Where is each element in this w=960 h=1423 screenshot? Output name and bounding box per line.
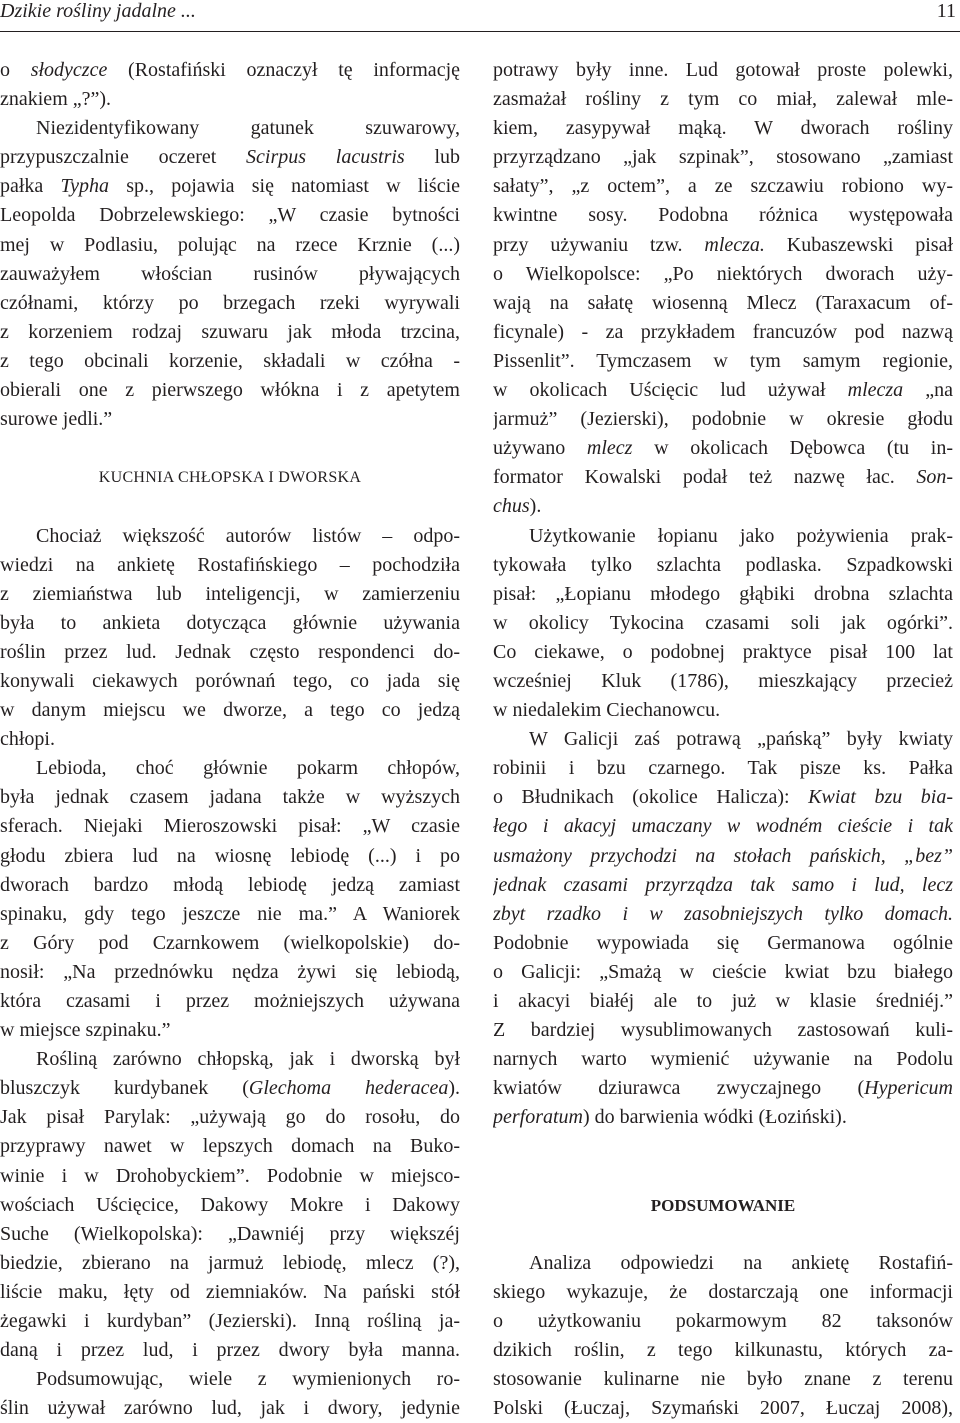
blank-line	[0, 492, 460, 521]
text-line: ślin używał zarówno lud, jak i dwory, jedynie	[0, 1397, 460, 1420]
blank-line	[0, 434, 460, 463]
text-line: kwiatów dziurawca zwyczajnego (Hypericum	[493, 1077, 953, 1100]
text-line: o użytkowaniu pokarmowym 82 taksonów	[493, 1310, 953, 1333]
text-line: daną i przez lud, i przez dwory była manna.	[0, 1339, 460, 1362]
blank-line	[493, 1132, 953, 1161]
text-line: nosił: „Na przednówku nędza żywi się lebiodą,	[0, 960, 460, 983]
text-line: chus).	[493, 495, 542, 518]
text-line: biedzie, zbierano na jarmuż lebiodę, mlecz (?),	[0, 1251, 460, 1274]
text-line: usmażony przychodzi na stołach pańskich, „bez”	[493, 844, 953, 867]
text-line: Analiza odpowiedzi na ankietę Rostafiń-	[529, 1251, 953, 1274]
text-line: skiego wykazuje, że dostarczają one informacji	[493, 1280, 953, 1303]
text-line: Podsumowując, wiele z wymienionych ro-	[36, 1368, 460, 1391]
text-line: Z bardziej wysublimowanych zastosowań kuli-	[493, 1019, 953, 1042]
blank-line	[493, 1220, 953, 1249]
text-line: bluszczyk kurdybanek (Glechoma hederacea).	[0, 1077, 460, 1100]
text-line: z korzeniem rodzaj szuwaru jak młoda trzcina,	[0, 320, 460, 343]
text-line: Podobnie wypowiada się Germanowa ogólnie	[493, 931, 953, 954]
text-line: mej w Podlasiu, polując na rzece Krznie (...)	[0, 233, 460, 256]
text-line: surowe jedli.”	[0, 408, 113, 431]
right-column	[493, 56, 953, 1423]
text-line: Niezidentyfikowany gatunek szuwarowy,	[36, 117, 460, 140]
text-line: wcześniej Kluk (1786), mieszkający przecież	[493, 669, 953, 692]
text-line: wiedzi na ankietę Rostafińskiego – pochodziła	[0, 553, 460, 576]
text-line: liście maku, łęty od ziemniaków. Na pański stół	[0, 1280, 460, 1303]
text-line: wają na sałatę wiosenną Mlecz (Taraxacum of-	[493, 291, 953, 314]
text-line: o Galicji: „Smażą w cieście kwiat bzu białego	[493, 960, 953, 983]
text-line: głodu zbiera lud na wiosnę lebiodę (...) i po	[0, 844, 460, 867]
text-line: W Galicji zaś potrawą „pańską” były kwiaty	[529, 728, 953, 751]
italic-text: chus	[493, 495, 530, 518]
text-line: wościach Uścięcice, Dakowy Mokre i Dakowy	[0, 1193, 460, 1216]
text-line: Rośliną zarówno chłopską, jak i dworską był	[36, 1048, 460, 1071]
text-line: narnych warto wymienić używanie na Podolu	[493, 1048, 953, 1071]
text-line: żegawki i kurdyban” (Jezierski). Inną rośliną ja-	[0, 1310, 460, 1333]
text-line: Suche (Wielkopolska): „Dawniéj przy większéj	[0, 1222, 460, 1245]
italic-text: słodyczce	[30, 59, 108, 81]
text-line: Lebioda, choć głównie pokarm chłopów,	[36, 757, 460, 780]
text-line: w miejsce szpinaku.”	[0, 1019, 171, 1042]
text-line: była jednak czasem jadana także w wyższych	[0, 786, 460, 809]
italic-text: Son-	[916, 466, 953, 489]
left-column	[0, 56, 460, 1423]
text-line: w okolicach Uścięcic lud używał mlecza „na	[493, 379, 953, 402]
text-line: przypuszczalnie oczeret Scirpus lacustris lub	[0, 146, 460, 169]
text-line: Jak pisał Parylak: „używają go do rosołu, do	[0, 1106, 460, 1129]
italic-text: Glechoma hederacea	[248, 1077, 449, 1100]
italic-text: Kwiat bzu bia-	[808, 786, 953, 809]
text-line: czółnami, którzy po brzegach rzeki wyrywali	[0, 291, 460, 314]
text-line: chłopi.	[0, 728, 55, 751]
text-line: konywali ciekawych porównań tego, co jada się	[0, 669, 460, 692]
text-line: przyprawy nawet w lepszych domach na Buko-	[0, 1135, 460, 1158]
text-line: stosowanie kulinarne nie było znane z terenu	[493, 1368, 953, 1391]
text-line: tykowała tylko szlachta podlaska. Szpadkowski	[493, 553, 953, 576]
text-line: używano mlecz w okolicach Dębowca (tu in-	[493, 437, 953, 460]
text-line: robinii i bzu czarnego. Tak pisze ks. Pałka	[493, 757, 953, 780]
text-line: winie i w Drohobyckiem”. Podobnie w miejsco-	[0, 1164, 460, 1187]
text-line: była to ankieta dotycząca głównie używania	[0, 611, 460, 634]
text-line: przyrządzano „jak szpinak”, stosowano „zamiast	[493, 146, 953, 169]
running-header	[0, 0, 960, 22]
text-line: perforatum) do barwienia wódki (Łoziński).	[493, 1106, 847, 1129]
blank-line	[493, 1162, 953, 1191]
text-line: ficynale) - za przykładem francuzów pod nazwą	[493, 320, 953, 343]
italic-text: mlecz	[586, 437, 633, 460]
text-line: potrawy były inne. Lud gotował proste polewki,	[493, 59, 953, 81]
text-line: dworach bardzo młodą lebiodę jedzą zamiast	[0, 873, 460, 896]
text-line: spinaku, gdy tego jeszcze nie ma.” A Waniorek	[0, 902, 460, 925]
running-title: Dzikie rośliny jadalne ...	[0, 0, 196, 22]
italic-text: Scirpus lacustris	[246, 146, 405, 169]
text-line: kiem, zasypywał mąką. W dworach rośliny	[493, 117, 953, 140]
text-line: zauważyłem włościan rusinów pływających	[0, 262, 460, 285]
text-line: Użytkowanie łopianu jako pożywienia prak-	[529, 524, 953, 547]
text-line: która czasami i przez możniejszych używana	[0, 990, 460, 1012]
header-rule	[0, 31, 960, 32]
italic-text: perforatum	[493, 1106, 583, 1129]
text-line: z tego obcinali korzenie, składali w czółna -	[0, 349, 460, 372]
text-line: pisał: „Łopianu młodego głąbiki drobna szlachta	[493, 582, 953, 605]
text-line: jednak czasami przyrządza tak samo i lud, lecz	[493, 873, 953, 896]
italic-text: mlecza.	[704, 233, 765, 256]
text-line: zbyt rzadko i w zasobniejszych tylko domach.	[493, 902, 953, 925]
italic-text: Hypericum	[864, 1077, 953, 1100]
section-heading: KUCHNIA CHŁOPSKA I DWORSKA	[98, 469, 362, 487]
text-line: sferach. Niejaki Mieroszowski pisał: „W czasie	[0, 815, 460, 838]
text-line: w danym miejscu we dworze, a tego co jedzą	[0, 699, 460, 722]
text-line: dzikich roślin, z tego kilkunastu, których za-	[493, 1339, 953, 1362]
text-line: jarmuż” (Jezierski), podobnie w okresie głodu	[493, 408, 953, 431]
text-line: o Błudnikach (okolice Halicza): Kwiat bzu bia-	[493, 786, 953, 809]
text-line: i akacyi białéj ale to już w klasie średniéj.”	[493, 990, 953, 1012]
text-line: przy używaniu tzw. mlecza. Kubaszewski pisał	[493, 233, 953, 256]
section-heading: PODSUMOWANIE	[650, 1195, 796, 1215]
text-line: Polski (Łuczaj, Szymański 2007, Łuczaj 2008),	[493, 1397, 953, 1420]
text-line: obierali one z pierwszego włókna i z apetytem	[0, 379, 460, 402]
text-line: Pissenlit”. Tymczasem w tym samym regionie,	[493, 349, 953, 372]
text-line: Co ciekawe, o podobnej praktyce pisał 100 lat	[493, 640, 953, 663]
text-line: kwintne sosy. Podobna różnica występowała	[493, 204, 953, 227]
text-line: formator Kowalski podał też nazwę łac. Son-	[493, 466, 953, 489]
text-line: Leopolda Dobrzelewskiego: „W czasie bytności	[0, 204, 460, 227]
text-line: w niedalekim Ciechanowcu.	[493, 699, 721, 722]
text-line: zasmażał rośliny z tym co miał, zalewał mle-	[493, 88, 953, 111]
text-line: o słodyczce (Rostafiński oznaczył tę informację	[0, 59, 460, 81]
text-line: z Góry pod Czarnkowem (wielkopolskie) do-	[0, 931, 460, 954]
italic-text: mlecza	[847, 379, 904, 402]
italic-text: Typha	[60, 175, 110, 198]
text-line: z ziemiaństwa lub inteligencji, w zamierzeniu	[0, 582, 460, 605]
text-line: o Wielkopolsce: „Po niektórych dworach uży-	[493, 262, 953, 285]
page-number: 11	[936, 0, 956, 22]
text-line: łego i akacyj umaczany w wodném cieście i tak	[493, 815, 953, 838]
text-line: sałaty”, „z octem”, a ze szczawiu robiono wy-	[493, 175, 953, 198]
text-line: roślin przez lud. Jednak często respondenci do-	[0, 640, 460, 663]
text-line: w okolicy Tykocina czasami soli jak ogórki”.	[493, 611, 953, 634]
text-line: Chociaż większość autorów listów – odpo-	[36, 524, 460, 547]
text-line: pałka Typha sp., pojawia się natomiast w liście	[0, 175, 460, 198]
text-line: znakiem „?”).	[0, 88, 112, 111]
